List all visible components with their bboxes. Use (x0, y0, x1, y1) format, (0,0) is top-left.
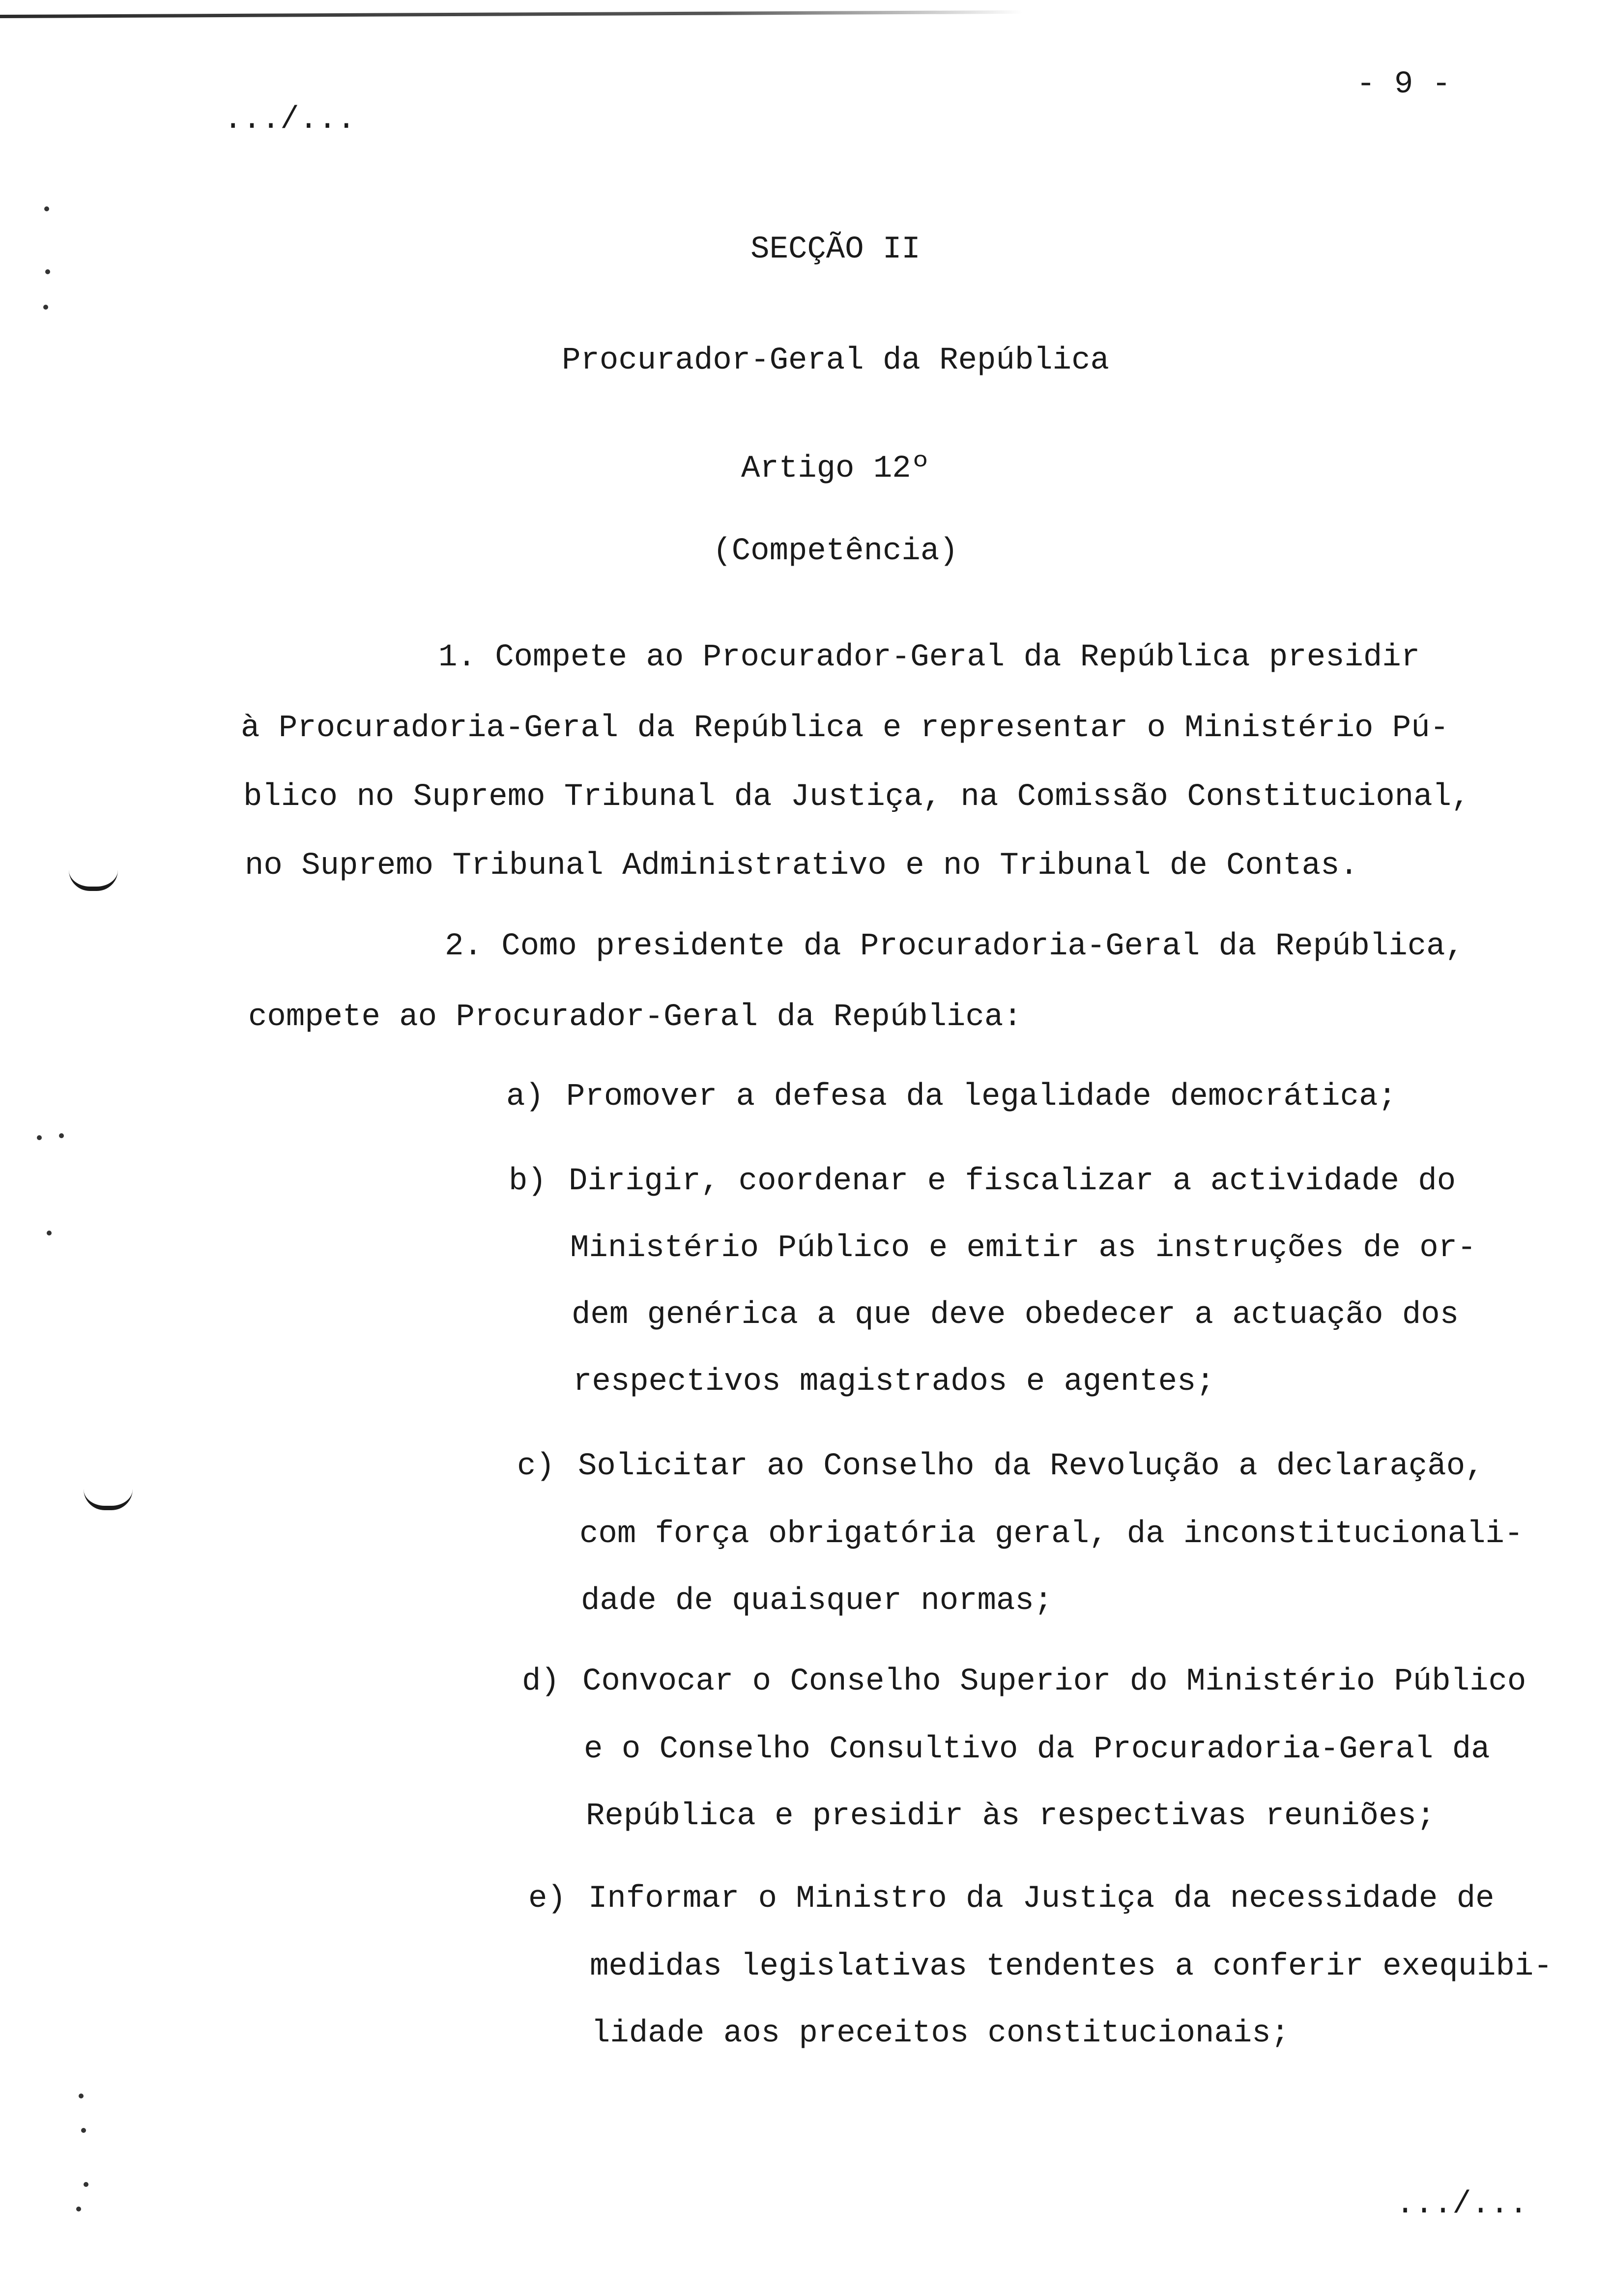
speck (47, 1231, 52, 1235)
section-subtitle: Procurador-Geral da República (562, 343, 1109, 378)
punch-hole-mark (84, 1489, 133, 1510)
paragraph-1-line: 1. Compete ao Procurador-Geral da República presidir (438, 640, 1420, 675)
speck (59, 1133, 64, 1138)
paragraph-1-line: blico no Supremo Tribunal da Justiça, na Comissão Constitucional, (243, 779, 1470, 815)
list-item-label: a) (506, 1079, 544, 1115)
speck (43, 305, 48, 310)
list-item-line: Convocar o Conselho Superior do Ministério Público (582, 1664, 1526, 1699)
speck (45, 269, 50, 274)
paragraph-1-line: à Procuradoria-Geral da República e representar o Ministério Pú- (241, 711, 1449, 746)
list-item-line: Solicitar ao Conselho da Revolução a declaração, (578, 1449, 1484, 1484)
article-number: Artigo 12º (741, 451, 930, 487)
list-item-line: Promover a defesa da legalidade democrática; (566, 1079, 1397, 1115)
speck (81, 2128, 86, 2133)
list-item-line: Ministério Público e emitir as instruções de or- (570, 1231, 1476, 1266)
speck (79, 2094, 84, 2098)
list-item-line: medidas legislativas tendentes a conferir exequibi- (590, 1949, 1553, 1984)
continuation-top: .../... (224, 102, 356, 138)
list-item-line: com força obrigatória geral, da inconstitucionali- (579, 1517, 1524, 1552)
list-item-line: e o Conselho Consultivo da Procuradoria-Geral da (584, 1732, 1490, 1767)
speck (84, 2182, 88, 2187)
punch-hole-mark (69, 870, 118, 891)
speck (37, 1135, 42, 1140)
page-number: - 9 - (1356, 67, 1451, 102)
list-item-line: dade de quaisquer normas; (581, 1583, 1053, 1619)
paragraph-2-line: 2. Como presidente da Procuradoria-Geral da República, (445, 929, 1464, 964)
continuation-bottom: .../... (1396, 2187, 1528, 2222)
list-item-line: Dirigir, coordenar e fiscalizar a actividade do (569, 1164, 1456, 1199)
list-item-line: dem genérica a que deve obedecer a actuação dos (572, 1297, 1459, 1333)
list-item-line: respectivos magistrados e agentes; (573, 1364, 1215, 1400)
speck (76, 2207, 81, 2211)
article-title: (Competência) (713, 534, 958, 569)
list-item-label: c) (517, 1449, 555, 1484)
list-item-label: d) (522, 1664, 560, 1699)
top-edge-line (0, 10, 1022, 18)
speck (44, 206, 49, 211)
list-item-line: Informar o Ministro da Justiça da necessidade de (588, 1881, 1495, 1917)
list-item-line: República e presidir às respectivas reuniões; (586, 1799, 1436, 1834)
section-heading: SECÇÃO II (750, 232, 921, 267)
paragraph-1-line: no Supremo Tribunal Administrativo e no Tribunal de Contas. (245, 848, 1358, 884)
list-item-label: e) (528, 1881, 566, 1917)
list-item-label: b) (509, 1164, 547, 1199)
paragraph-2-line: compete ao Procurador-Geral da República: (248, 1000, 1022, 1035)
list-item-line: lidade aos preceitos constitucionais; (591, 2016, 1290, 2051)
